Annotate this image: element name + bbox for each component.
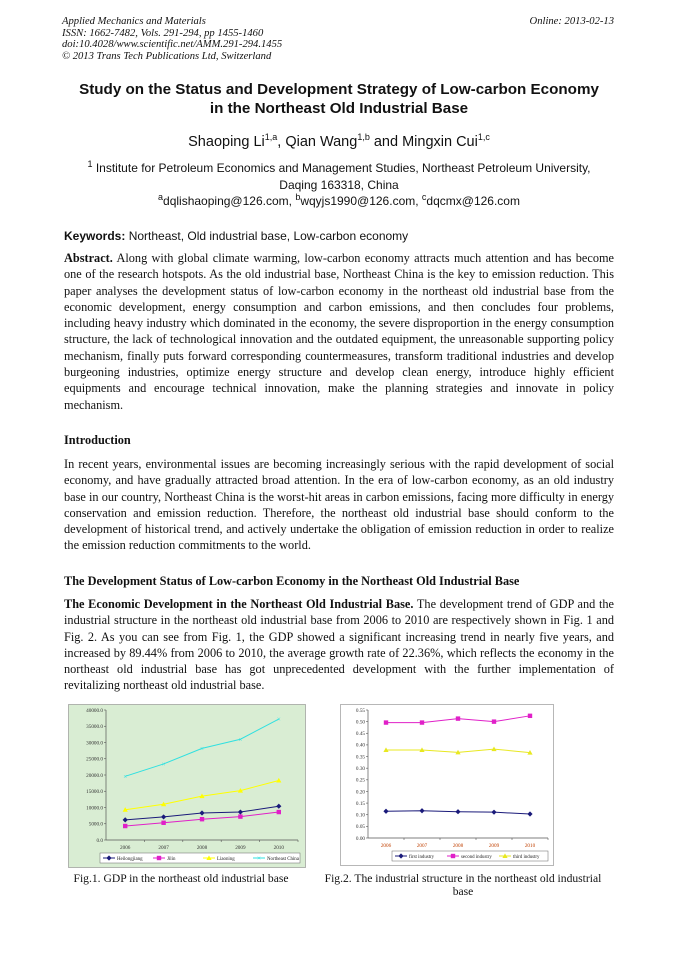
x-tick-label: 2009 — [488, 843, 500, 849]
keywords: Keywords: Northeast, Old industrial base, Low-carbon economy — [64, 229, 409, 243]
y-tick-label: 0.45 — [355, 731, 365, 738]
data-point — [451, 854, 455, 858]
legend-label: Liaoning — [217, 857, 235, 862]
data-point: × — [257, 854, 261, 863]
y-tick-label: 35000.0 — [86, 724, 103, 731]
data-point — [161, 821, 165, 825]
data-point — [528, 714, 532, 718]
y-tick-label: 0.00 — [355, 835, 365, 842]
gdp-line-chart — [68, 704, 306, 868]
y-tick-label: 0.40 — [355, 742, 365, 749]
y-tick-label: 5000.0 — [88, 821, 103, 828]
y-tick-label: 0.55 — [355, 707, 365, 714]
data-point — [157, 856, 161, 860]
section-heading-status: The Development Status of Low-carbon Economy in the Northeast Old Industrial Base — [64, 574, 520, 588]
y-tick-label: 0.20 — [355, 789, 365, 796]
y-tick-label: 0.35 — [355, 754, 365, 761]
email-link[interactable]: dqcmx@126.com — [426, 194, 520, 208]
x-tick-label: 2009 — [235, 845, 246, 851]
author-name: Qian Wang — [285, 133, 358, 150]
copyright: © 2013 Trans Tech Publications Ltd, Switzerland — [62, 50, 272, 62]
affiliation: $^1$ Institute for Petroleum Economics and Management Studies, Northeast Petroleum University, Daqing 163318, China — [87, 159, 591, 192]
y-tick-label: 0.50 — [355, 719, 365, 726]
legend-label: first industry — [409, 855, 435, 860]
chart-background — [69, 705, 306, 868]
author-list: Shaoping Li$^{1,a}$, Qian Wang$^{1,b}$ and Mingxin Cui$^{1,c}$ — [188, 132, 490, 150]
y-tick-label: 20000.0 — [86, 772, 103, 779]
y-tick-label: 10000.0 — [86, 805, 103, 812]
x-tick-label: 2007 — [416, 843, 428, 849]
figure-1-caption: Fig.1. GDP in the northeast old industrial base — [73, 872, 289, 885]
figure-1 — [68, 704, 306, 868]
data-point — [456, 716, 460, 720]
data-point — [277, 810, 281, 814]
email-link[interactable]: dqlishaoping@126.com — [163, 194, 289, 208]
legend-label: Jilin — [167, 857, 176, 862]
x-tick-label: 2006 — [380, 843, 392, 849]
paper-title: Study on the Status and Development Strategy of Low-carbon Economy in the Northeast Old Industrial Base — [79, 81, 599, 117]
y-tick-label: 0.25 — [355, 777, 365, 784]
legend-label: Northeast China — [267, 857, 299, 862]
data-point — [238, 814, 242, 818]
y-tick-label: 40000.0 — [86, 707, 103, 714]
email-link[interactable]: wqyjs1990@126.com — [300, 194, 416, 208]
data-point — [200, 817, 204, 821]
data-point: × — [161, 760, 166, 769]
y-tick-label: 0.15 — [355, 800, 365, 807]
online-date: Online: 2013-02-13 — [529, 16, 614, 27]
x-tick-label: 2010 — [273, 845, 284, 851]
x-tick-label: 2008 — [196, 845, 208, 851]
author-name: Shaoping Li — [188, 133, 265, 150]
data-point — [492, 719, 496, 723]
legend-label: second industry — [461, 855, 492, 860]
y-tick-label: 15000.0 — [86, 789, 103, 796]
y-tick-label: 0.05 — [355, 824, 365, 831]
issn: ISSN: 1662-7482, Vols. 291-294, pp 1455-1460 — [62, 27, 264, 39]
y-tick-label: 0.10 — [355, 812, 365, 819]
x-tick-label: 2008 — [452, 843, 464, 849]
data-point: × — [238, 735, 243, 744]
journal-header — [62, 16, 282, 62]
x-tick-label: 2010 — [524, 843, 536, 849]
x-tick-label: 2007 — [158, 845, 169, 851]
data-point: × — [276, 715, 281, 724]
data-point: × — [123, 772, 128, 781]
y-tick-label: 25000.0 — [86, 756, 103, 763]
data-point: × — [200, 744, 204, 753]
abstract: Abstract. Along with global climate warming, low-carbon economy attracts much attention and has become one of the research hotspots. As the old industrial base, Northeast China is the key to emission reduction. This paper analyses the development status of low-carbon economy in the northeast old industrial base from the economic development, energy consumption and carbon emissions, and then concludes four problems, including heavy industry which dominated in the economy, the severe disproportion in the energy consumption structure, the lack of technological innovation and the outdated equipment, the unreasonable supporting policy mechanism, finally puts forward corresponding countermeasures, transform traditional industries and develop burgeoning industries, optimize energy structure and develop clean energy, introduce highly efficient equipments and encourage technical innovation, make the planning strategies and innovate in policy mechanism. — [64, 251, 614, 412]
author-name: Mingxin Cui — [402, 133, 478, 150]
legend-label: third industry — [513, 855, 540, 860]
legend-label: Heilongjiang — [117, 857, 143, 862]
data-point — [384, 720, 388, 724]
introduction-text: In recent years, environmental issues are becoming increasingly serious with the rapid development of social economy, and have gradually attracted broad attention. In the era of low-carbon economy, as an old industry base in our country, Northeast China is the worst-hit areas in carbon emissions, facing more difficulty in energy conservation and emission reduction. Therefore, the northeast old industrial base should conform to the development of historical trend, and actively undertake the obligation of emission reduction in order to realize the emission reduction commitments to the world. — [64, 457, 614, 553]
x-tick-label: 2006 — [120, 845, 131, 851]
y-tick-label: 0.0 — [96, 837, 103, 844]
data-point — [420, 720, 424, 724]
figure-2 — [340, 704, 554, 866]
doi: doi:10.4028/www.scientific.net/AMM.291-294.1455 — [62, 39, 283, 50]
figure-2-caption: Fig.2. The industrial structure in the northeast old industrial base — [324, 872, 602, 898]
journal-name: Applied Mechanics and Materials — [62, 16, 206, 27]
industrial-structure-chart — [340, 704, 554, 866]
chart-background — [341, 705, 554, 866]
y-tick-label: 30000.0 — [86, 740, 103, 747]
data-point — [123, 824, 127, 828]
economic-development-text: The Economic Development in the Northeast Old Industrial Base. The development trend of GDP and the industrial structure in the northeast old industrial base from 2006 to 2010 are respectively shown in Fig. 1 and Fig. 2. As you can see from Fig. 1, the GDP showed a significant increasing trend in nearly five years, and increased by 89.44% from 2006 to 2010, the average growth rate of 22.36%, which reflects the economy in the northeast old industrial base has got unprecedented development with the further implementation of revitalizing northeast old industrial base. — [64, 597, 614, 693]
author-emails: $^a$dqlishaoping@126.com, $^b$wqyjs1990@126.com, $^c$dqcmx@126.com — [158, 192, 520, 208]
y-tick-label: 0.30 — [355, 765, 365, 772]
section-heading-introduction: Introduction — [64, 433, 131, 447]
